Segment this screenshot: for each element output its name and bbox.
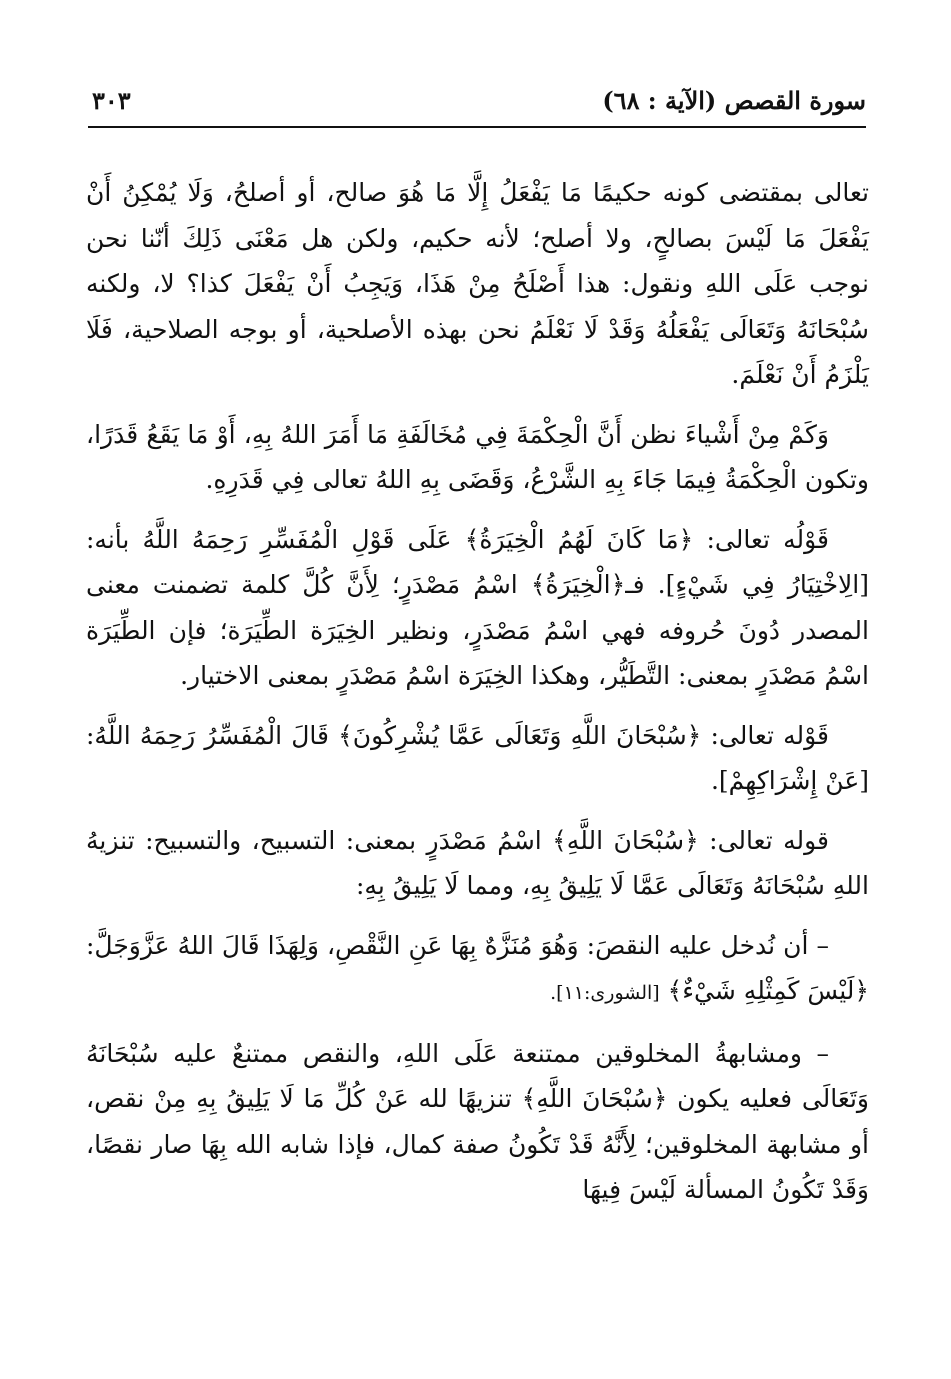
- paragraph: [86, 923, 869, 1017]
- running-header: [88, 84, 866, 128]
- paragraph-text: قَوْلُه تعالى: ﴿مَا كَانَ لَهُمُ الْخِيَرَةُ﴾ عَلَى قَوْلِ الْمُفَسِّرِ رَحِمَهُ اللَّهُ بأنه: [الِاخْتِيَارُ فِي شَيْءٍ]. فـ﴿الْخِيَرَةُ﴾ اسْمُ مَصْدَرٍ؛ لِأَنَّ كُلَّ كلمة تضمنت معنى المصدر دُونَ حُروفه فهي اسْمُ مَصْدَرٍ، ونظير الخِيَرَة الطِّيَرَة؛ فإن الطِّيَرَة اسْمُ مَصْدَرٍ بمعنى: التَّطَيُّر، وهكذا الخِيَرَة اسْمُ مَصْدَرٍ بمعنى الاختيار.: [86, 524, 869, 690]
- paragraph: [86, 517, 869, 699]
- quran-reference: [الشورى:١١].: [550, 982, 660, 1004]
- header-rule: [88, 126, 866, 128]
- paragraph-text: – ومشابهةُ المخلوقين ممتنعة عَلَى اللهِ، والنقص ممتنعٌ عليه سُبْحَانَهُ وَتَعَالَى فعليه يكون ﴿سُبْحَانَ اللَّهِ﴾ تنزيهًا لله عَنْ كُلِّ مَا لَا يَلِيقُ بِهِ مِنْ نقص، أو مشابهة المخلوقين؛ لِأَنَّهُ قَدْ تَكُونُ صفة كمال، فإذا شابه الله بِهَا صار نقصًا، وَقَدْ تَكُونُ المسألة لَيْسَ فِيهَا: [86, 1038, 869, 1204]
- paragraph: [86, 1031, 869, 1213]
- paragraph-text: وَكَمْ مِنْ أَشْياءَ نظن أَنَّ الْحِكْمَةَ فِي مُخَالَفَةِ مَا أَمَرَ اللهُ بِهِ، أَوْ مَا يَقَعُ قَدَرًا، وتكون الْحِكْمَةُ فِيمَا جَاءَ بِهِ الشَّرْعُ، وَقَضَى بِهِ اللهُ تعالى فِي قَدَرِهِ.: [86, 419, 869, 494]
- paragraph-text: – أن نُدخل عليه النقصَ: وَهُوَ مُنَزَّهٌ بِهَا عَنِ النَّقْصِ، وَلِهَذَا قَالَ اللهُ عَزَّوَجَلَّ: ﴿لَيْسَ كَمِثْلِهِ شَيْءٌ﴾: [86, 930, 869, 1005]
- paragraph: [86, 170, 869, 398]
- body-text: [86, 170, 869, 1227]
- paragraph-text: تعالى بمقتضى كونه حكيمًا مَا يَفْعَلُ إِلَّا مَا هُوَ صالح، أو أصلحُ، وَلَا يُمْكِنُ أَنْ يَفْعَلَ مَا لَيْسَ بصالحٍ، ولا أصلح؛ لأنه حكيم، ولكن هل مَعْنَى ذَلِكَ أنّنا نحن نوجب عَلَى اللهِ ونقول: هذا أَصْلَحُ مِنْ هَذَا، وَيَجِبُ أَنْ يَفْعَلَ كذا؟ لا، ولكنه سُبْحَانَهُ وَتَعَالَى يَفْعَلُهُ وَقَدْ لَا نَعْلَمُ نحن بهذه الأصلحية، أو بوجه الصلاحية، فَلَا يَلْزَمُ أَنْ نَعْلَمَ.: [86, 178, 869, 389]
- page-number: ٣٠٣: [92, 86, 131, 115]
- paragraph-text: قوله تعالى: ﴿سُبْحَانَ اللَّهِ﴾ اسْمُ مَصْدَرٍ بمعنى: التسبيح، والتسبيح: تنزيهُ اللهِ سُبْحَانَهُ وَتَعَالَى عَمَّا لَا يَلِيقُ بِهِ، ومما لَا يَلِيقُ بِهِ:: [86, 825, 869, 900]
- paragraph: [86, 713, 869, 804]
- paragraph: [86, 818, 869, 909]
- paragraph: [86, 412, 869, 503]
- header-title: سورة القصص (الآية : ٦٨): [602, 86, 866, 115]
- paragraph-text: قَوْله تعالى: ﴿سُبْحَانَ اللَّهِ وَتَعَالَى عَمَّا يُشْرِكُونَ﴾ قَالَ الْمُفَسِّرُ رَحِمَهُ اللَّهُ: [عَنْ إِشْرَاكِهِمْ].: [86, 720, 869, 795]
